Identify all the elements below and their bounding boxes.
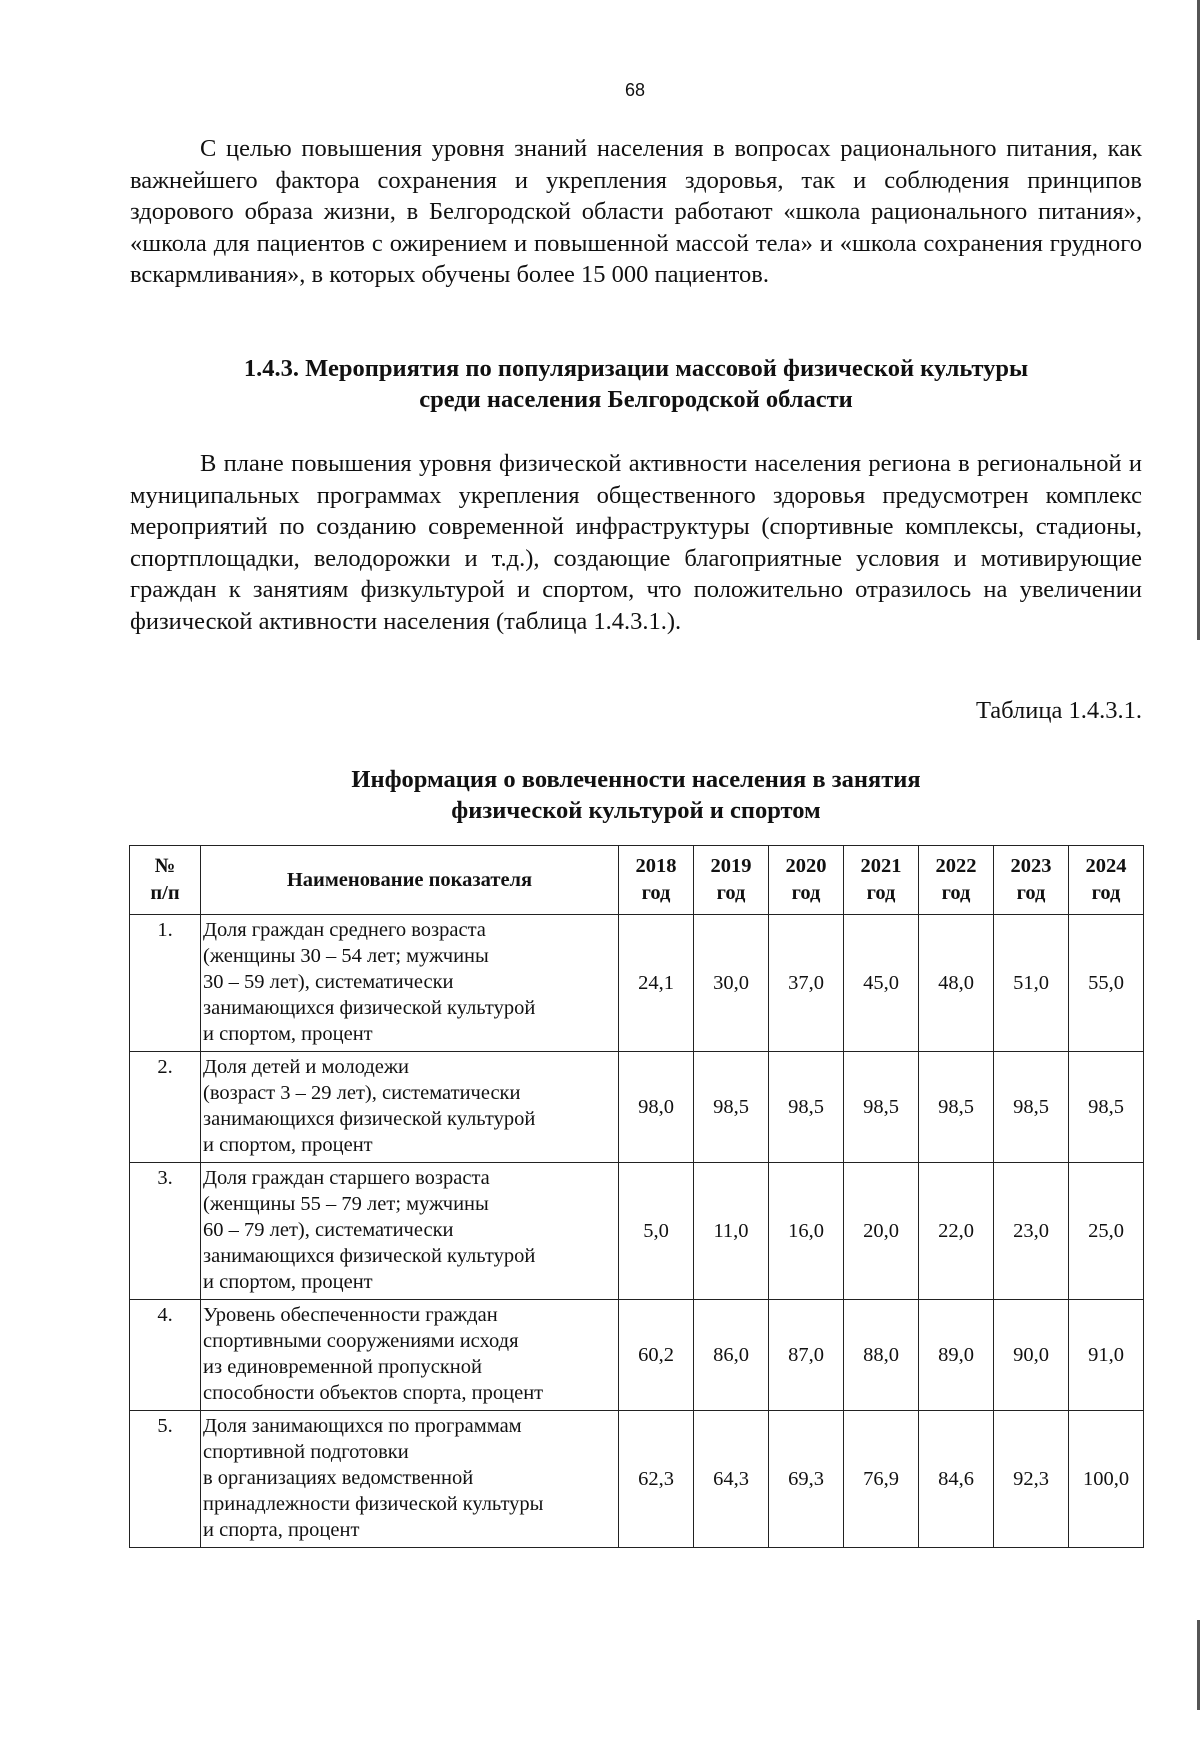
value-2022: 84,6 — [919, 1411, 994, 1548]
indicator-name-line: занимающихся физической культурой — [203, 1108, 536, 1130]
value-2024: 91,0 — [1069, 1300, 1144, 1411]
header-year-unit: год — [791, 882, 821, 904]
page-number: 68 — [624, 80, 646, 100]
table-row — [130, 1163, 1144, 1300]
header-num-line-2: п/п — [150, 882, 180, 904]
header-year-unit: год — [941, 882, 971, 904]
value-2023: 92,3 — [994, 1411, 1069, 1548]
value-2018: 60,2 — [619, 1300, 694, 1411]
value-2024: 98,5 — [1069, 1052, 1144, 1163]
indicator-name-line: принадлежности физической культуры — [203, 1493, 544, 1515]
value-2019: 11,0 — [694, 1163, 769, 1300]
table-title-line-2: физической культурой и спортом — [451, 797, 821, 824]
header-year-2023 — [994, 846, 1069, 915]
indicator-name-line: Доля занимающихся по программам — [203, 1415, 522, 1437]
indicator-name-line: занимающихся физической культурой — [203, 1245, 536, 1267]
header-year-2021 — [844, 846, 919, 915]
header-year-value: 2020 — [785, 855, 827, 877]
indicator-name-line: (женщины 30 – 54 лет; мужчины — [203, 945, 489, 967]
indicator-name-line: (женщины 55 – 79 лет; мужчины — [203, 1193, 489, 1215]
value-2024: 55,0 — [1069, 915, 1144, 1052]
row-number: 3. — [130, 1163, 201, 1300]
header-year-value: 2018 — [635, 855, 677, 877]
value-2020: 69,3 — [769, 1411, 844, 1548]
table-caption: Таблица 1.4.3.1. — [975, 697, 1142, 724]
header-year-unit: год — [716, 882, 746, 904]
value-2022: 22,0 — [919, 1163, 994, 1300]
table-row — [130, 1411, 1144, 1548]
value-2022: 48,0 — [919, 915, 994, 1052]
section-heading-line-2: среди населения Белгородской области — [419, 386, 853, 413]
header-year-value: 2019 — [710, 855, 752, 877]
header-year-unit: год — [1091, 882, 1121, 904]
indicator-name-line: 30 – 59 лет), систематически — [203, 971, 454, 993]
value-2022: 98,5 — [919, 1052, 994, 1163]
header-year-2020 — [769, 846, 844, 915]
value-2021: 88,0 — [844, 1300, 919, 1411]
indicator-name-line: занимающихся физической культурой — [203, 997, 536, 1019]
value-2018: 62,3 — [619, 1411, 694, 1548]
header-year-2018 — [619, 846, 694, 915]
value-2021: 98,5 — [844, 1052, 919, 1163]
physical-activity-table — [129, 845, 1144, 1548]
indicator-name-line: способности объектов спорта, процент — [203, 1382, 544, 1404]
header-year-unit: год — [1016, 882, 1046, 904]
indicator-name-line: и спортом, процент — [203, 1023, 373, 1045]
header-year-value: 2022 — [935, 855, 977, 877]
value-2020: 16,0 — [769, 1163, 844, 1300]
value-2019: 64,3 — [694, 1411, 769, 1548]
row-indicator-name — [201, 1411, 619, 1548]
header-year-2022 — [919, 846, 994, 915]
header-year-value: 2024 — [1085, 855, 1127, 877]
value-2021: 45,0 — [844, 915, 919, 1052]
indicator-name-line: (возраст 3 – 29 лет), систематически — [203, 1082, 521, 1104]
header-year-unit: год — [641, 882, 671, 904]
value-2019: 98,5 — [694, 1052, 769, 1163]
table-row — [130, 1300, 1144, 1411]
body-paragraph-physical-activity: В плане повышения уровня физической активности населения региона в региональной и муниципальных программах укрепления общественного здоровья предусмотрен комплекс мероприятий по созданию современной инфраструктуры (спортивные комплексы, стадионы, спортплощадки, велодорожки и т.д.), создающие благоприятные условия и мотивирующие граждан к занятиям физкультурой и спортом, что положительно отразилось на увеличении физической активности населения (таблица 1.4.3.1.). — [130, 450, 1142, 635]
value-2024: 25,0 — [1069, 1163, 1144, 1300]
value-2024: 100,0 — [1069, 1411, 1144, 1548]
value-2020: 98,5 — [769, 1052, 844, 1163]
row-indicator-name — [201, 1052, 619, 1163]
table-row — [130, 915, 1144, 1052]
row-indicator-name — [201, 915, 619, 1052]
body-paragraph-nutrition: С целью повышения уровня знаний населения в вопросах рационального питания, как важнейшего фактора сохранения и укрепления здоровья, так и соблюдения принципов здорового образа жизни, в Белгородской области работают «школа рационального питания», «школа для пациентов с ожирением и повышенной массой тела» и «школа сохранения грудного вскармливания», в которых обучены более 15 000 пациентов. — [130, 135, 1142, 289]
header-year-unit: год — [866, 882, 896, 904]
value-2023: 98,5 — [994, 1052, 1069, 1163]
row-number: 2. — [130, 1052, 201, 1163]
section-heading — [130, 353, 1142, 415]
table-title — [130, 764, 1142, 826]
indicator-name-line: Доля граждан старшего возраста — [203, 1167, 490, 1189]
value-2020: 87,0 — [769, 1300, 844, 1411]
value-2020: 37,0 — [769, 915, 844, 1052]
table-row — [130, 1052, 1144, 1163]
value-2019: 30,0 — [694, 915, 769, 1052]
value-2018: 24,1 — [619, 915, 694, 1052]
indicator-name-line: из единовременной пропускной — [203, 1356, 482, 1378]
row-number: 1. — [130, 915, 201, 1052]
value-2021: 76,9 — [844, 1411, 919, 1548]
value-2019: 86,0 — [694, 1300, 769, 1411]
header-year-value: 2021 — [860, 855, 902, 877]
value-2021: 20,0 — [844, 1163, 919, 1300]
table-title-line-1: Информация о вовлеченности населения в занятия — [351, 766, 921, 793]
indicator-name-line: 60 – 79 лет), систематически — [203, 1219, 454, 1241]
indicator-name-line: Доля детей и молодежи — [203, 1056, 410, 1078]
value-2023: 51,0 — [994, 915, 1069, 1052]
header-num-line-1: № — [154, 855, 176, 877]
indicator-name-line: и спортом, процент — [203, 1134, 373, 1156]
value-2023: 90,0 — [994, 1300, 1069, 1411]
indicator-name-line: и спортом, процент — [203, 1271, 373, 1293]
value-2018: 5,0 — [619, 1163, 694, 1300]
indicator-name-line: Доля граждан среднего возраста — [203, 919, 486, 941]
value-2023: 23,0 — [994, 1163, 1069, 1300]
row-indicator-name — [201, 1163, 619, 1300]
value-2022: 89,0 — [919, 1300, 994, 1411]
header-year-2024 — [1069, 846, 1144, 915]
header-num — [130, 846, 201, 915]
indicator-name-line: спортивными сооружениями исходя — [203, 1330, 519, 1352]
indicator-name-line: и спорта, процент — [203, 1519, 360, 1541]
header-name: Наименование показателя — [201, 846, 619, 915]
row-indicator-name — [201, 1300, 619, 1411]
table-header-row — [130, 846, 1144, 915]
section-heading-line-1: 1.4.3. Мероприятия по популяризации массовой физической культуры — [243, 355, 1029, 382]
indicator-name-line: Уровень обеспеченности граждан — [203, 1304, 498, 1326]
row-number: 4. — [130, 1300, 201, 1411]
row-number: 5. — [130, 1411, 201, 1548]
indicator-name-line: спортивной подготовки — [203, 1441, 409, 1463]
value-2018: 98,0 — [619, 1052, 694, 1163]
header-year-2019 — [694, 846, 769, 915]
indicator-name-line: в организациях ведомственной — [203, 1467, 474, 1489]
header-year-value: 2023 — [1010, 855, 1052, 877]
